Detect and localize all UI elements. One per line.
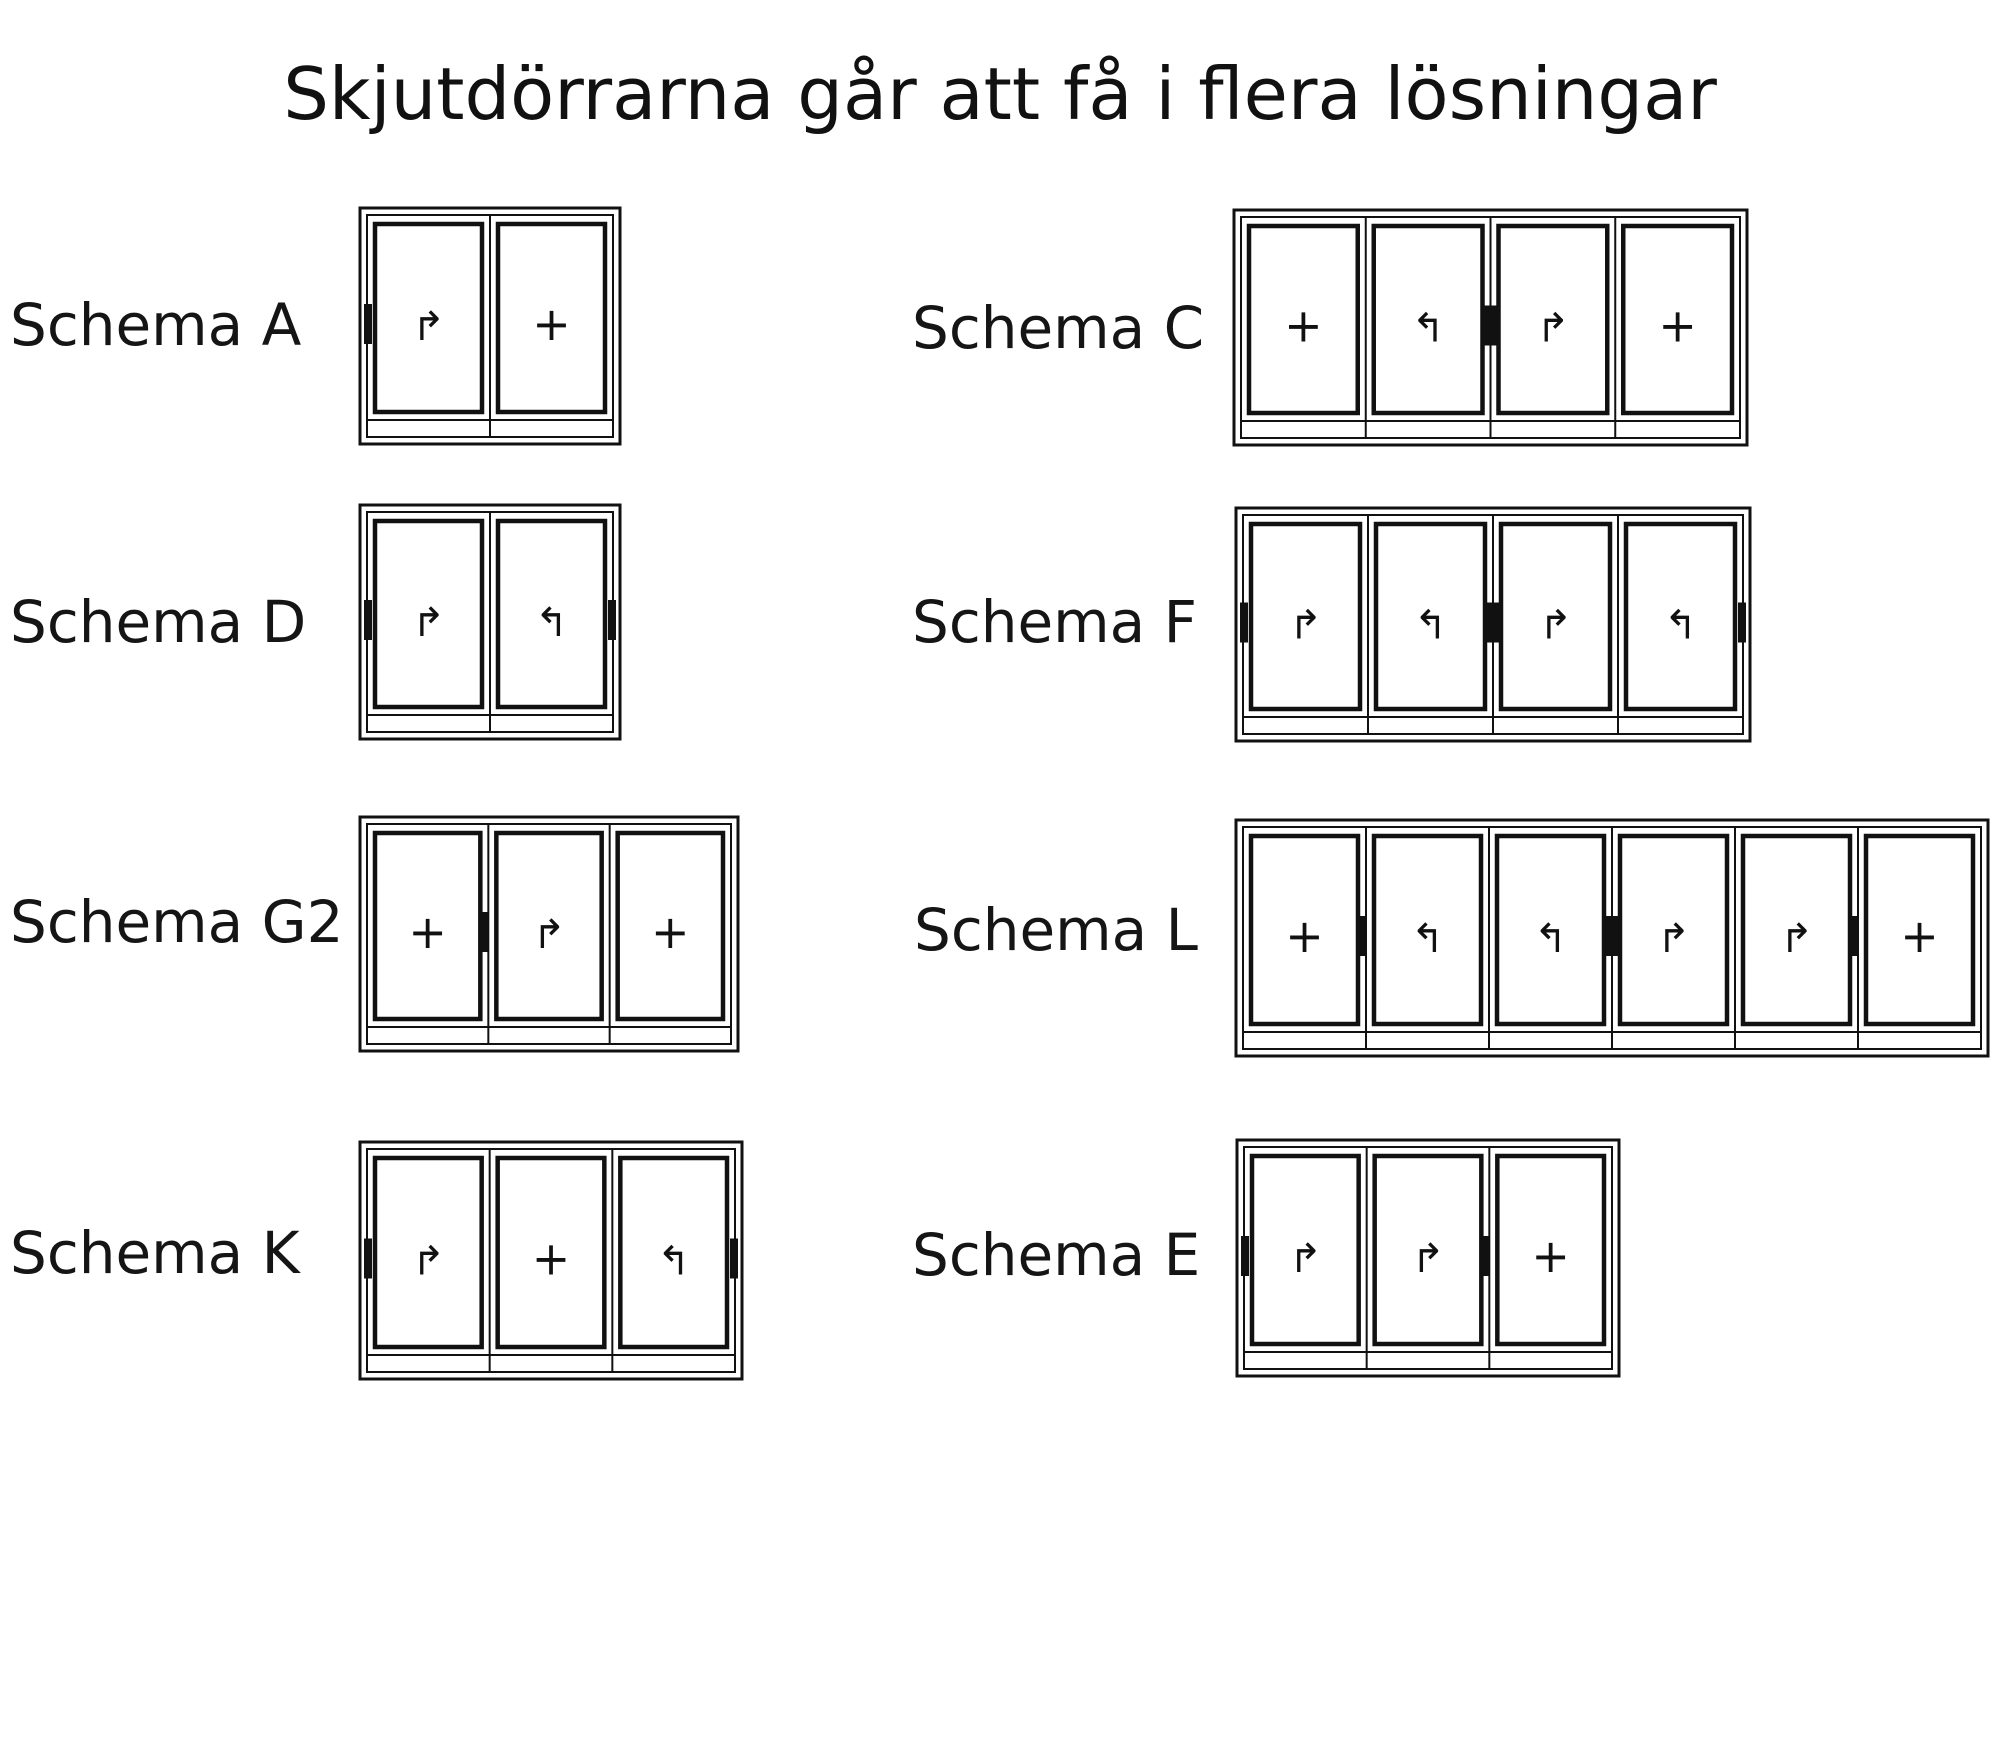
door-panel-slide-right [1620, 836, 1727, 1024]
scheme-label: Schema D [10, 588, 307, 656]
door-panel-fixed [618, 833, 723, 1019]
door-handle-icon [1241, 1236, 1249, 1276]
door-panel-fixed [1623, 226, 1732, 413]
door-handle-icon [364, 1239, 372, 1279]
door-handle-icon [1240, 603, 1248, 643]
door-panel-slide-right [1252, 1156, 1359, 1344]
door-frame [360, 208, 620, 444]
scheme-label: Schema E [912, 1221, 1201, 1289]
door-panel-slide-left [498, 521, 605, 707]
door-panel-fixed [498, 1158, 605, 1347]
door-panel-fixed [1249, 226, 1358, 413]
slide-right-arrow-icon: ↱ [532, 912, 566, 958]
scheme-schema-e [912, 1140, 1619, 1376]
door-panel-slide-right [1501, 524, 1610, 709]
door-handle-icon [1850, 916, 1858, 956]
door-handle-icon [1738, 603, 1746, 643]
fixed-panel-icon: + [651, 905, 690, 959]
slide-right-arrow-icon: ↱ [1288, 602, 1323, 649]
door-panel-slide-left [1376, 524, 1485, 709]
slide-left-arrow-icon: ↰ [1410, 916, 1445, 962]
door-handle-icon [1483, 306, 1491, 346]
door-panel-slide-right [496, 833, 601, 1019]
door-panel-slide-right [1375, 1156, 1482, 1344]
door-handle-icon [1358, 916, 1366, 956]
door-panel-slide-right [375, 224, 482, 412]
door-panel-slide-left [1497, 836, 1604, 1024]
scheme-schema-a [10, 208, 620, 444]
slide-right-arrow-icon: ↱ [1538, 602, 1573, 649]
door-panel-slide-right [1743, 836, 1850, 1024]
scheme-schema-k [10, 1142, 742, 1379]
door-handle-icon [1491, 306, 1499, 346]
slide-right-arrow-icon: ↱ [1779, 916, 1814, 962]
door-panel-fixed [1866, 836, 1973, 1024]
door-handle-icon [730, 1239, 738, 1279]
fixed-panel-icon: + [1285, 909, 1324, 963]
door-handle-icon [1604, 916, 1612, 956]
slide-left-arrow-icon: ↰ [1663, 602, 1698, 649]
slide-right-arrow-icon: ↱ [411, 600, 446, 646]
slide-right-arrow-icon: ↱ [1288, 1236, 1323, 1282]
door-handle-icon [1493, 603, 1501, 643]
door-handle-icon [364, 304, 372, 344]
door-panel-slide-left [1626, 524, 1735, 709]
scheme-label: Schema A [10, 291, 302, 359]
door-panel-fixed [1251, 836, 1358, 1024]
fixed-panel-icon: + [532, 297, 571, 351]
slide-left-arrow-icon: ↰ [1413, 602, 1448, 649]
fixed-panel-icon: + [531, 1231, 571, 1286]
door-panel-slide-left [1374, 836, 1481, 1024]
fixed-panel-icon: + [1658, 298, 1697, 353]
door-panel-slide-right [375, 521, 482, 707]
door-panel-slide-left [620, 1158, 727, 1347]
door-panel-fixed [1497, 1156, 1604, 1344]
slide-left-arrow-icon: ↰ [656, 1238, 691, 1285]
door-panel-fixed [498, 224, 605, 412]
fixed-panel-icon: + [1531, 1229, 1570, 1283]
door-handle-icon [1481, 1236, 1489, 1276]
scheme-schema-d [10, 505, 620, 739]
door-handle-icon [480, 912, 488, 952]
scheme-label: Schema C [912, 294, 1205, 362]
scheme-label: Schema L [914, 896, 1198, 964]
slide-right-arrow-icon: ↱ [1656, 916, 1691, 962]
door-handle-icon [608, 600, 616, 640]
slide-right-arrow-icon: ↱ [411, 304, 446, 350]
slide-right-arrow-icon: ↱ [1411, 1236, 1445, 1282]
door-frame [360, 505, 620, 739]
door-panel-slide-right [375, 1158, 482, 1347]
door-panel-fixed [375, 833, 480, 1019]
scheme-schema-f [912, 508, 1750, 741]
door-panel-slide-right [1251, 524, 1360, 709]
fixed-panel-icon: + [1900, 909, 1939, 963]
scheme-schema-l [914, 820, 1988, 1056]
scheme-label: Schema K [10, 1219, 300, 1287]
page-title: Skjutdörrarna går att få i flera lösningar [283, 52, 1717, 136]
door-handle-icon [1485, 603, 1493, 643]
slide-right-arrow-icon: ↱ [411, 1238, 446, 1285]
door-handle-icon [1612, 916, 1620, 956]
fixed-panel-icon: + [1284, 298, 1323, 353]
scheme-schema-g2 [10, 817, 738, 1051]
door-handle-icon [364, 600, 372, 640]
slide-left-arrow-icon: ↰ [534, 600, 569, 646]
slide-left-arrow-icon: ↰ [1533, 916, 1568, 962]
door-panel-slide-left [1374, 226, 1483, 413]
scheme-schema-c [912, 210, 1747, 445]
slide-left-arrow-icon: ↰ [1411, 305, 1445, 352]
slide-right-arrow-icon: ↱ [1536, 305, 1570, 352]
scheme-label: Schema F [912, 588, 1197, 656]
door-panel-slide-right [1499, 226, 1608, 413]
scheme-label: Schema G2 [10, 888, 344, 956]
fixed-panel-icon: + [408, 905, 447, 959]
